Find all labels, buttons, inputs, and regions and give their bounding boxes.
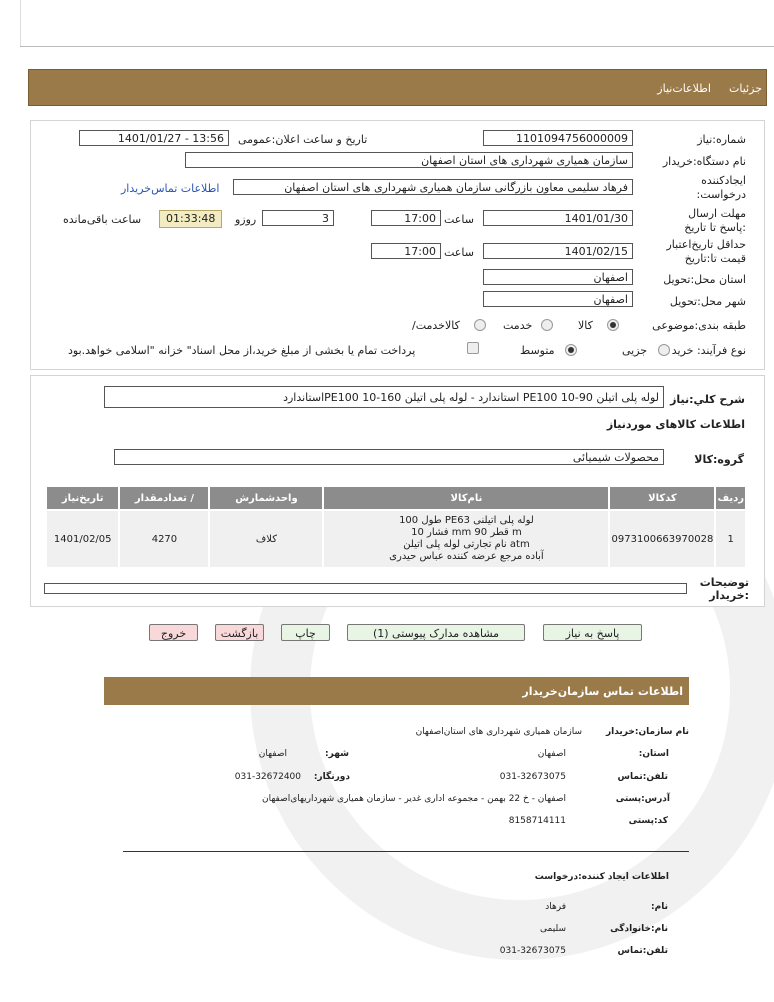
fax-label: دورنگار: bbox=[313, 772, 350, 782]
buyer-notes-label: توضیحات :خریدار bbox=[699, 576, 749, 602]
exit-button[interactable]: خروج bbox=[149, 624, 198, 641]
validity-time-label: ساعت bbox=[444, 246, 474, 259]
goods-group-field: محصولات شیمیائی bbox=[114, 449, 664, 465]
contact-section-title: اطلاعات تماس سازمان‌خریدار bbox=[522, 685, 683, 698]
buyer-notes-field bbox=[44, 583, 687, 594]
validity-time-field: 17:00 bbox=[371, 243, 441, 259]
creator-phone-value: 031-32673075 bbox=[499, 946, 566, 956]
creator-family-label: نام:خانوادگی bbox=[610, 924, 668, 934]
cell-qty: 4270 bbox=[119, 510, 209, 568]
city-info-label: شهر: bbox=[325, 749, 349, 759]
table-row bbox=[46, 510, 746, 568]
city-label: شهر محل:تحویل bbox=[669, 295, 746, 308]
reply-button[interactable]: پاسخ به نیاز bbox=[543, 624, 642, 641]
postal-value: 8158714111 bbox=[508, 816, 566, 826]
buyer-name-label: نام دستگاه:خریدار bbox=[662, 155, 746, 168]
org-value: سازمان همیاری شهرداری های استان‌اصفهان bbox=[415, 727, 582, 737]
contact-section-header bbox=[104, 677, 689, 705]
deadline-time-label: ساعت bbox=[444, 213, 474, 226]
category-both-radio[interactable] bbox=[474, 319, 486, 331]
col-date: تاریخ‌نیاز bbox=[46, 486, 119, 510]
cell-name-line: آباده مرجع عرضه کننده عباس حیدری bbox=[389, 551, 544, 562]
deadline-time-field: 17:00 bbox=[371, 210, 441, 226]
tab-details[interactable]: جزئیات bbox=[729, 82, 762, 95]
postal-label: کد:پستی bbox=[628, 816, 668, 826]
city-field: اصفهان bbox=[483, 291, 633, 307]
goods-info-title: اطلاعات کالاهای موردنیاز bbox=[606, 418, 745, 431]
cell-code: 0973100663970028 bbox=[609, 510, 715, 568]
remaining-label: ساعت باقی‌مانده bbox=[63, 213, 142, 226]
cell-name-line: atm نام تجارتی لوله پلی اتیلن bbox=[403, 539, 530, 550]
validity-label: حداقل تاریخ‌اعتبار قیمت تا:تاریخ bbox=[666, 238, 746, 265]
creator-family-value: سلیمی bbox=[540, 924, 566, 934]
attachments-button[interactable]: مشاهده مدارک پیوستی (1) bbox=[347, 624, 525, 641]
page-border-left bbox=[20, 0, 21, 46]
deadline-date-field: 1401/01/30 bbox=[483, 210, 633, 226]
category-service-radio[interactable] bbox=[541, 319, 553, 331]
cell-unit: کلاف bbox=[209, 510, 323, 568]
cell-name-line: m قطر mm 90 فشار 10 bbox=[411, 527, 522, 538]
days-label: روزو bbox=[235, 213, 257, 226]
col-qty: / تعدادمقدار bbox=[119, 486, 209, 510]
buyer-name-field: سازمان همیاری شهرداری های استان اصفهان bbox=[185, 152, 633, 168]
tab-need-info[interactable]: اطلاعات‌نیاز bbox=[657, 82, 711, 95]
back-button[interactable]: بازگشت bbox=[215, 624, 264, 641]
creator-phone-label: تلفن:تماس bbox=[617, 946, 668, 956]
goods-table bbox=[45, 485, 747, 569]
cell-name bbox=[323, 510, 609, 568]
province-info-label: استان: bbox=[638, 749, 669, 759]
process-small-label: جزیی bbox=[622, 344, 648, 357]
address-value: اصفهان - خ 22 بهمن - مجموعه اداری غدیر - سازمان همیاری شهرداریهای‌اصفهان bbox=[262, 794, 566, 804]
goods-table-header bbox=[46, 486, 746, 510]
province-label: استان محل:تحویل bbox=[663, 273, 746, 286]
province-info-value: اصفهان bbox=[537, 749, 566, 759]
phone-label: تلفن:تماس bbox=[617, 772, 668, 782]
goods-group-label: گروه:کالا bbox=[694, 453, 744, 466]
col-row: ردیف bbox=[715, 486, 746, 510]
deadline-label: مهلت ارسال :پاسخ تا تاریخ bbox=[684, 207, 746, 234]
cell-date: 1401/02/05 bbox=[46, 510, 119, 568]
creator-name-label: نام: bbox=[651, 902, 668, 912]
phone-value: 031-32673075 bbox=[499, 772, 566, 782]
summary-label: شرح کلي:نیاز bbox=[670, 393, 745, 406]
days-field: 3 bbox=[262, 210, 334, 226]
fax-value: 031-32672400 bbox=[234, 772, 301, 782]
city-info-value: اصفهان bbox=[258, 749, 287, 759]
need-number-label: شماره:نیاز bbox=[697, 133, 746, 146]
creator-field: فرهاد سلیمی معاون بازرگانی سازمان همیاری شهرداری های استان اصفهان bbox=[233, 179, 633, 195]
category-label: طبقه بندی:موضوعی bbox=[652, 319, 746, 332]
print-button[interactable]: چاپ bbox=[281, 624, 330, 641]
treasury-payment-checkbox[interactable] bbox=[467, 342, 479, 354]
process-label: نوع فرآیند: خرید bbox=[671, 344, 746, 357]
category-service-label: خدمت bbox=[503, 319, 533, 332]
creator-info-title: اطلاعات ایجاد کننده:درخواست bbox=[534, 872, 669, 882]
col-name: نام‌کالا bbox=[323, 486, 609, 510]
creator-name-value: فرهاد bbox=[545, 902, 566, 912]
contact-divider bbox=[123, 851, 689, 852]
cell-row: 1 bbox=[715, 510, 746, 568]
address-label: آدرس:پستی bbox=[615, 794, 670, 804]
page-divider bbox=[20, 46, 774, 47]
page-header-bar bbox=[28, 69, 767, 106]
category-goods-label: کالا bbox=[578, 319, 593, 332]
summary-field: لوله پلی اتیلن 90-10 PE100 استاندارد - لوله پلی اتیلن 160-10 PE100استاندارد bbox=[104, 386, 664, 408]
creator-label: ایجادکننده درخواست: bbox=[696, 174, 746, 201]
org-label: نام سازمان:خریدار bbox=[605, 727, 689, 737]
cell-name-line: لوله پلی اتیلنی PE63 طول 100 bbox=[399, 515, 534, 526]
process-medium-label: متوسط bbox=[520, 344, 555, 357]
buyer-contact-link[interactable]: اطلاعات تماس‌خریدار bbox=[121, 182, 220, 195]
remaining-timer: 01:33:48 bbox=[159, 210, 222, 228]
process-medium-radio[interactable] bbox=[565, 344, 577, 356]
category-goods-radio[interactable] bbox=[607, 319, 619, 331]
province-field: اصفهان bbox=[483, 269, 633, 285]
col-code: کدکالا bbox=[609, 486, 715, 510]
need-number-field: 1101094756000009 bbox=[483, 130, 633, 146]
announce-label: تاریخ و ساعت اعلان:عمومی bbox=[238, 133, 368, 146]
announce-field: 1401/01/27 - 13:56 bbox=[79, 130, 229, 146]
category-both-label: /کالاخدمت bbox=[412, 319, 460, 332]
process-small-radio[interactable] bbox=[658, 344, 670, 356]
validity-date-field: 1401/02/15 bbox=[483, 243, 633, 259]
treasury-payment-note: پرداخت تمام یا بخشی از مبلغ خرید،از محل اسناد" خزانه "اسلامی خواهد.بود bbox=[68, 344, 416, 357]
col-unit: واحدشمارش bbox=[209, 486, 323, 510]
